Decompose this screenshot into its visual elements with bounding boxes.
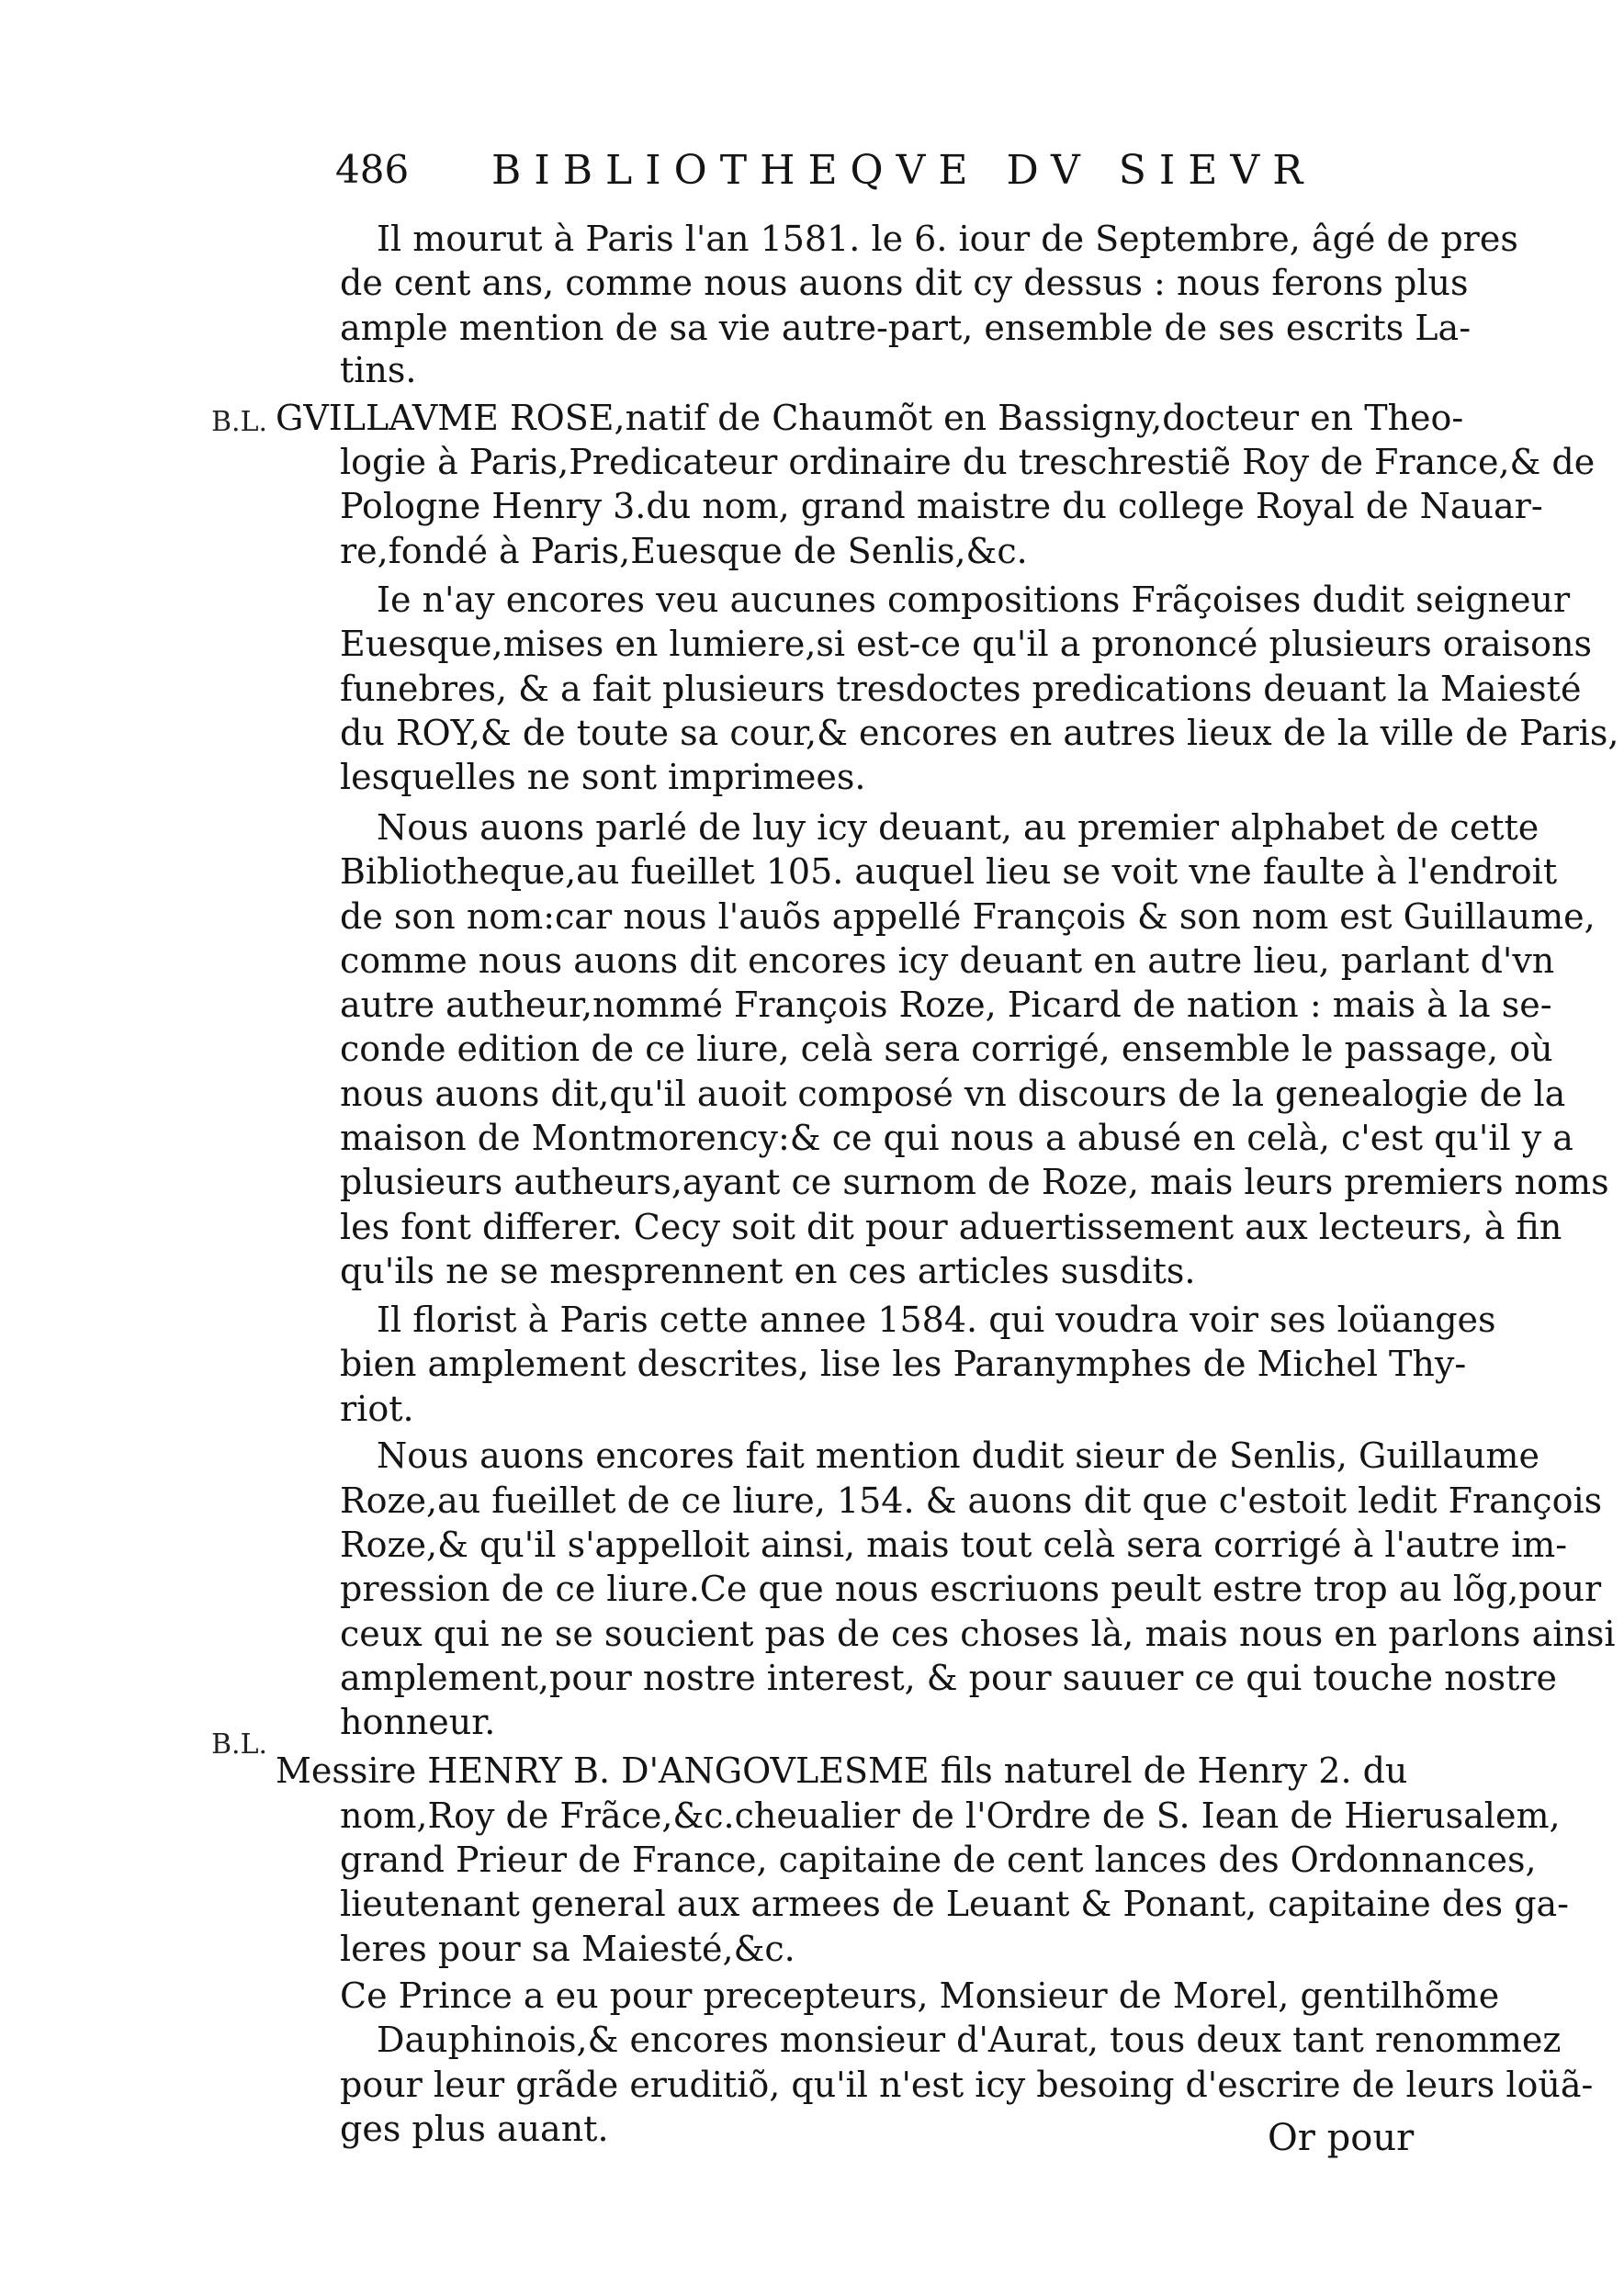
- catchword: Or pour: [1268, 2117, 1415, 2159]
- margin-mark-angoulesme: B.L.: [211, 1728, 268, 1761]
- text-line: Nous auons encores fait mention dudit sieur de Senlis, Guillaume: [377, 1435, 1539, 1476]
- text-line: autre autheur,nommé François Roze, Picard de nation : mais à la se-: [340, 985, 1552, 1025]
- text-line: Euesque,mises en lumiere,si est-ce qu'il a prononcé plusieurs oraisons: [340, 624, 1593, 664]
- text-line: honneur.: [340, 1702, 496, 1742]
- text-line: comme nous auons dit encores icy deuant en autre lieu, parlant d'vn: [340, 940, 1555, 981]
- text-line: du ROY,& de toute sa cour,& encores en autres lieux de la ville de Paris,: [340, 713, 1619, 753]
- text-line: Il florist à Paris cette annee 1584. qui voudra voir ses loüanges: [377, 1300, 1496, 1340]
- page-header: [335, 147, 1419, 202]
- text-line: lieutenant general aux armees de Leuant & Ponant, capitaine des ga-: [340, 1884, 1570, 1924]
- page-number: 486: [335, 147, 410, 192]
- text-line: ample mention de sa vie autre-part, ensemble de ses escrits La-: [340, 308, 1472, 348]
- text-line: funebres, & a fait plusieurs tresdoctes predications deuant la Maiesté: [340, 669, 1582, 709]
- text-line: qu'ils ne se mesprennent en ces articles susdits.: [340, 1251, 1196, 1291]
- text-line: les font differer. Cecy soit dit pour aduertissement aux lecteurs, à fin: [340, 1207, 1562, 1247]
- text-line: maison de Montmorency:& ce qui nous a abusé en celà, c'est qu'il y a: [340, 1118, 1573, 1158]
- text-line: Il mourut à Paris l'an 1581. le 6. iour de Septembre, âgé de pres: [377, 219, 1518, 259]
- text-line: conde edition de ce liure, celà sera corrigé, ensemble le passage, où: [340, 1029, 1553, 1069]
- text-line: bien amplement descrites, lise les Paranymphes de Michel Thy-: [340, 1344, 1467, 1384]
- text-line: ges plus auant.: [340, 2109, 609, 2149]
- text-line: Bibliotheque,au fueillet 105. auquel lieu se voit vne faulte à l'endroit: [340, 851, 1558, 892]
- text-line: Roze,au fueillet de ce liure, 154. & auons dit que c'estoit ledit François: [340, 1480, 1603, 1521]
- text-line: plusieurs autheurs,ayant ce surnom de Roze, mais leurs premiers noms: [340, 1162, 1609, 1202]
- text-line: Dauphinois,& encores monsieur d'Aurat, tous deux tant renommez: [377, 2020, 1562, 2060]
- running-title: BIBLIOTHEQVE DV SIEVR: [491, 147, 1316, 194]
- text-line: nom,Roy de Frãce,&c.cheualier de l'Ordre de S. Iean de Hierusalem,: [340, 1795, 1561, 1836]
- text-line: re,fondé à Paris,Euesque de Senlis,&c.: [340, 531, 1028, 571]
- text-line: Messire HENRY B. D'ANGOVLESME fils naturel de Henry 2. du: [276, 1750, 1408, 1791]
- text-line: Ce Prince a eu pour precepteurs, Monsieur de Morel, gentilhõme: [340, 1975, 1500, 2016]
- text-line: logie à Paris,Predicateur ordinaire du treschrestiẽ Roy de France,& de: [340, 442, 1596, 482]
- text-line: riot.: [340, 1389, 414, 1429]
- text-line: tins.: [340, 350, 417, 390]
- text-line: grand Prieur de France, capitaine de cent lances des Ordonnances,: [340, 1840, 1537, 1880]
- text-line: pression de ce liure.Ce que nous escriuons peult estre trop au lõg,pour: [340, 1569, 1602, 1609]
- text-line: de cent ans, comme nous auons dit cy dessus : nous ferons plus: [340, 263, 1469, 303]
- text-line: de son nom:car nous l'auõs appellé François & son nom est Guillaume,: [340, 896, 1596, 937]
- margin-mark-rose: B.L.: [211, 406, 268, 438]
- text-line: Pologne Henry 3.du nom, grand maistre du college Royal de Nauar-: [340, 486, 1543, 526]
- text-line: ceux qui ne se soucient pas de ces choses là, mais nous en parlons ainsi: [340, 1614, 1616, 1654]
- text-line: amplement,pour nostre interest, & pour sauuer ce qui touche nostre: [340, 1658, 1558, 1698]
- text-line: lesquelles ne sont imprimees.: [340, 757, 866, 797]
- text-line: pour leur grãde eruditiõ, qu'il n'est icy besoing d'escrire de leurs loüã-: [340, 2065, 1594, 2105]
- text-line: Nous auons parlé de luy icy deuant, au premier alphabet de cette: [377, 807, 1539, 848]
- text-line: Roze,& qu'il s'appelloit ainsi, mais tout celà sera corrigé à l'autre im-: [340, 1525, 1568, 1565]
- text-line: GVILLAVME ROSE,natif de Chaumõt en Bassigny,docteur en Theo-: [276, 398, 1464, 438]
- text-line: nous auons dit,qu'il auoit composé vn discours de la genealogie de la: [340, 1074, 1566, 1114]
- text-line: Ie n'ay encores veu aucunes compositions Frãçoises dudit seigneur: [377, 580, 1571, 620]
- text-line: leres pour sa Maiesté,&c.: [340, 1929, 795, 1969]
